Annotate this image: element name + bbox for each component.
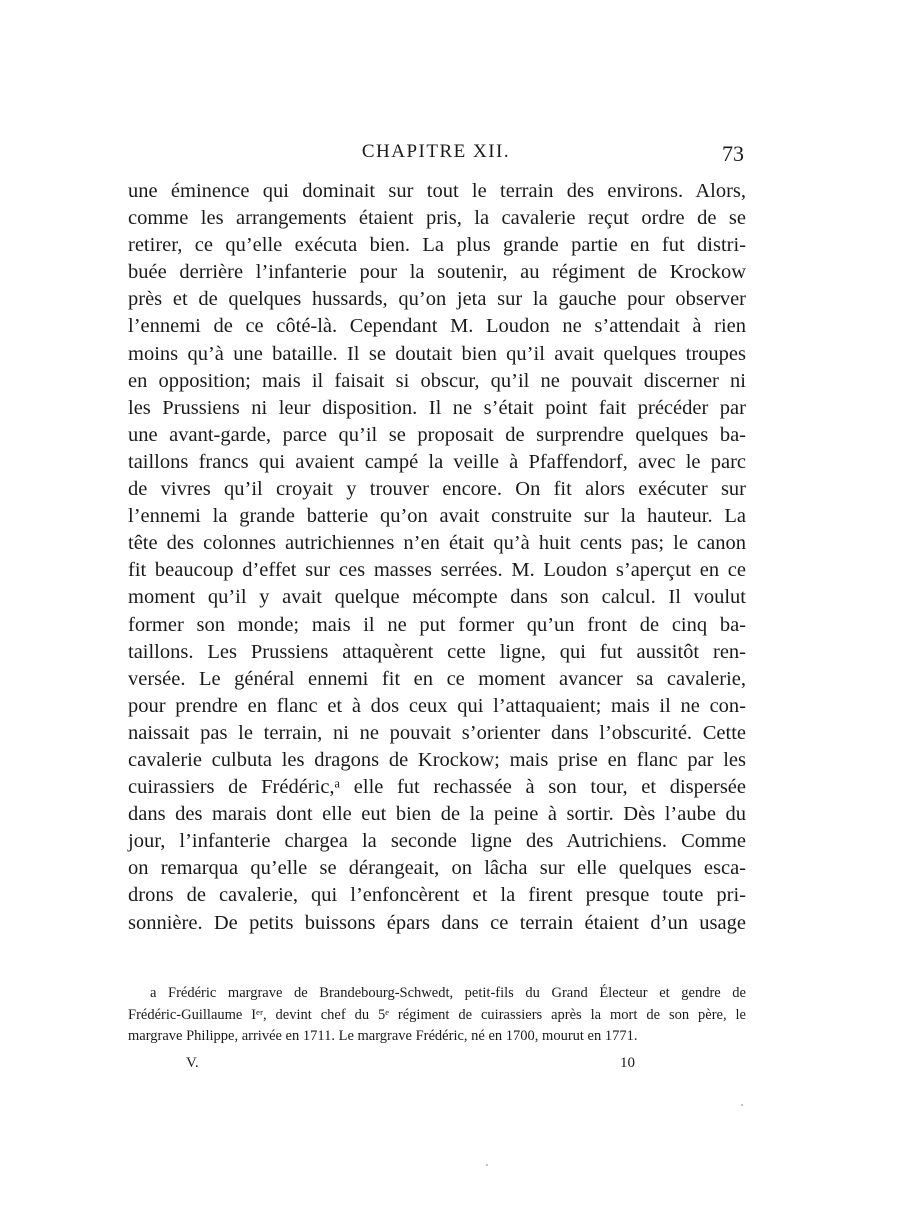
text-line: on remarqua qu’elle se dérangeait, on lâcha sur elle quelques esca- — [128, 857, 746, 880]
text-line: tête des colonnes autrichiennes n’en était qu’à huit cents pas; le canon — [128, 532, 746, 555]
text-line: les Prussiens ni leur disposition. Il ne s’était point fait précéder par — [128, 396, 746, 419]
paper-speck — [741, 1104, 743, 1106]
text-line: comme les arrangements étaient pris, la cavalerie reçut ordre de se — [128, 207, 746, 230]
text-line: naissait pas le terrain, ni ne pouvait s’orienter dans l’obscurité. Cette — [128, 721, 746, 744]
text-line: dans des marais dont elle eut bien de la peine à sortir. Dès l’aube du — [128, 803, 746, 826]
text-line: taillons. Les Prussiens attaquèrent cette ligne, qui fut aussitôt ren- — [128, 640, 746, 663]
text-line: l’ennemi de ce côté-là. Cependant M. Loudon ne s’attendait à rien — [128, 315, 746, 338]
text-line: une éminence qui dominait sur tout le terrain des environs. Alors, — [128, 180, 746, 202]
footnote-line: margrave Philippe, arrivée en 1711. Le margrave Frédéric, né en 1700, mourut en 1771. — [128, 1028, 638, 1044]
text-line: retirer, ce qu’elle exécuta bien. La plus grande partie en fut distri- — [128, 234, 746, 257]
text-line: buée derrière l’infanterie pour la soutenir, au régiment de Krockow — [128, 261, 746, 284]
signature-mark: V. — [186, 1055, 199, 1071]
running-head: CHAPITRE XII. — [361, 141, 511, 162]
text-line: sonnière. De petits buissons épars dans ce terrain étaient d’un usage — [128, 911, 746, 934]
text-line: moment qu’il y avait quelque mécompte dans son calcul. Il voulut — [128, 586, 746, 609]
text-line: près et de quelques hussards, qu’on jeta sur la gauche pour observer — [128, 288, 746, 311]
text-line: en opposition; mais il faisait si obscur, qu’il ne pouvait discerner ni — [128, 369, 746, 392]
page-header — [128, 141, 744, 171]
footnote — [128, 983, 746, 1048]
text-line: versée. Le général ennemi fit en ce moment avancer sa cavalerie, — [128, 667, 746, 690]
text-line: cuirassiers de Frédéric,ᵃ elle fut rechassée à son tour, et dispersée — [128, 776, 746, 799]
text-line: jour, l’infanterie chargea la seconde ligne des Autrichiens. Comme — [128, 830, 746, 853]
footnote-line: a Frédéric margrave de Brandebourg-Schwedt, petit-fils du Grand Électeur et gendre de — [150, 985, 746, 1001]
body-text — [128, 178, 746, 937]
text-line: fit beaucoup d’effet sur ces masses serrées. M. Loudon s’aperçut en ce — [128, 559, 746, 582]
text-line: une avant-garde, parce qu’il se proposait de surprendre quelques ba- — [128, 423, 746, 446]
text-line: former son monde; mais il ne put former qu’un front de cinq ba- — [128, 613, 746, 636]
text-line: moins qu’à une bataille. Il se doutait bien qu’il avait quelques troupes — [128, 342, 746, 365]
text-line: l’ennemi la grande batterie qu’on avait construite sur la hauteur. La — [128, 505, 746, 528]
page-number: 73 — [722, 141, 744, 166]
text-line: taillons francs qui avaient campé la veille à Pfaffendorf, avec le parc — [128, 450, 746, 473]
text-line: cavalerie culbuta les dragons de Krockow; mais prise en flanc par les — [128, 748, 746, 771]
footnote-line: Frédéric-Guillaume Iᵉʳ, devint chef du 5ᵉ régiment de cuirassiers après la mort de son père, le — [128, 1006, 746, 1023]
text-line: de vivres qu’il croyait y trouver encore. On fit alors exécuter sur — [128, 478, 746, 501]
text-line: pour prendre en flanc et à dos ceux qui l’attaquaient; mais il ne con- — [128, 694, 746, 717]
paper-speck — [486, 1164, 488, 1166]
sheet-number: 10 — [620, 1055, 635, 1071]
text-line: drons de cavalerie, qui l’enfoncèrent et la firent presque toute pri- — [128, 884, 746, 907]
